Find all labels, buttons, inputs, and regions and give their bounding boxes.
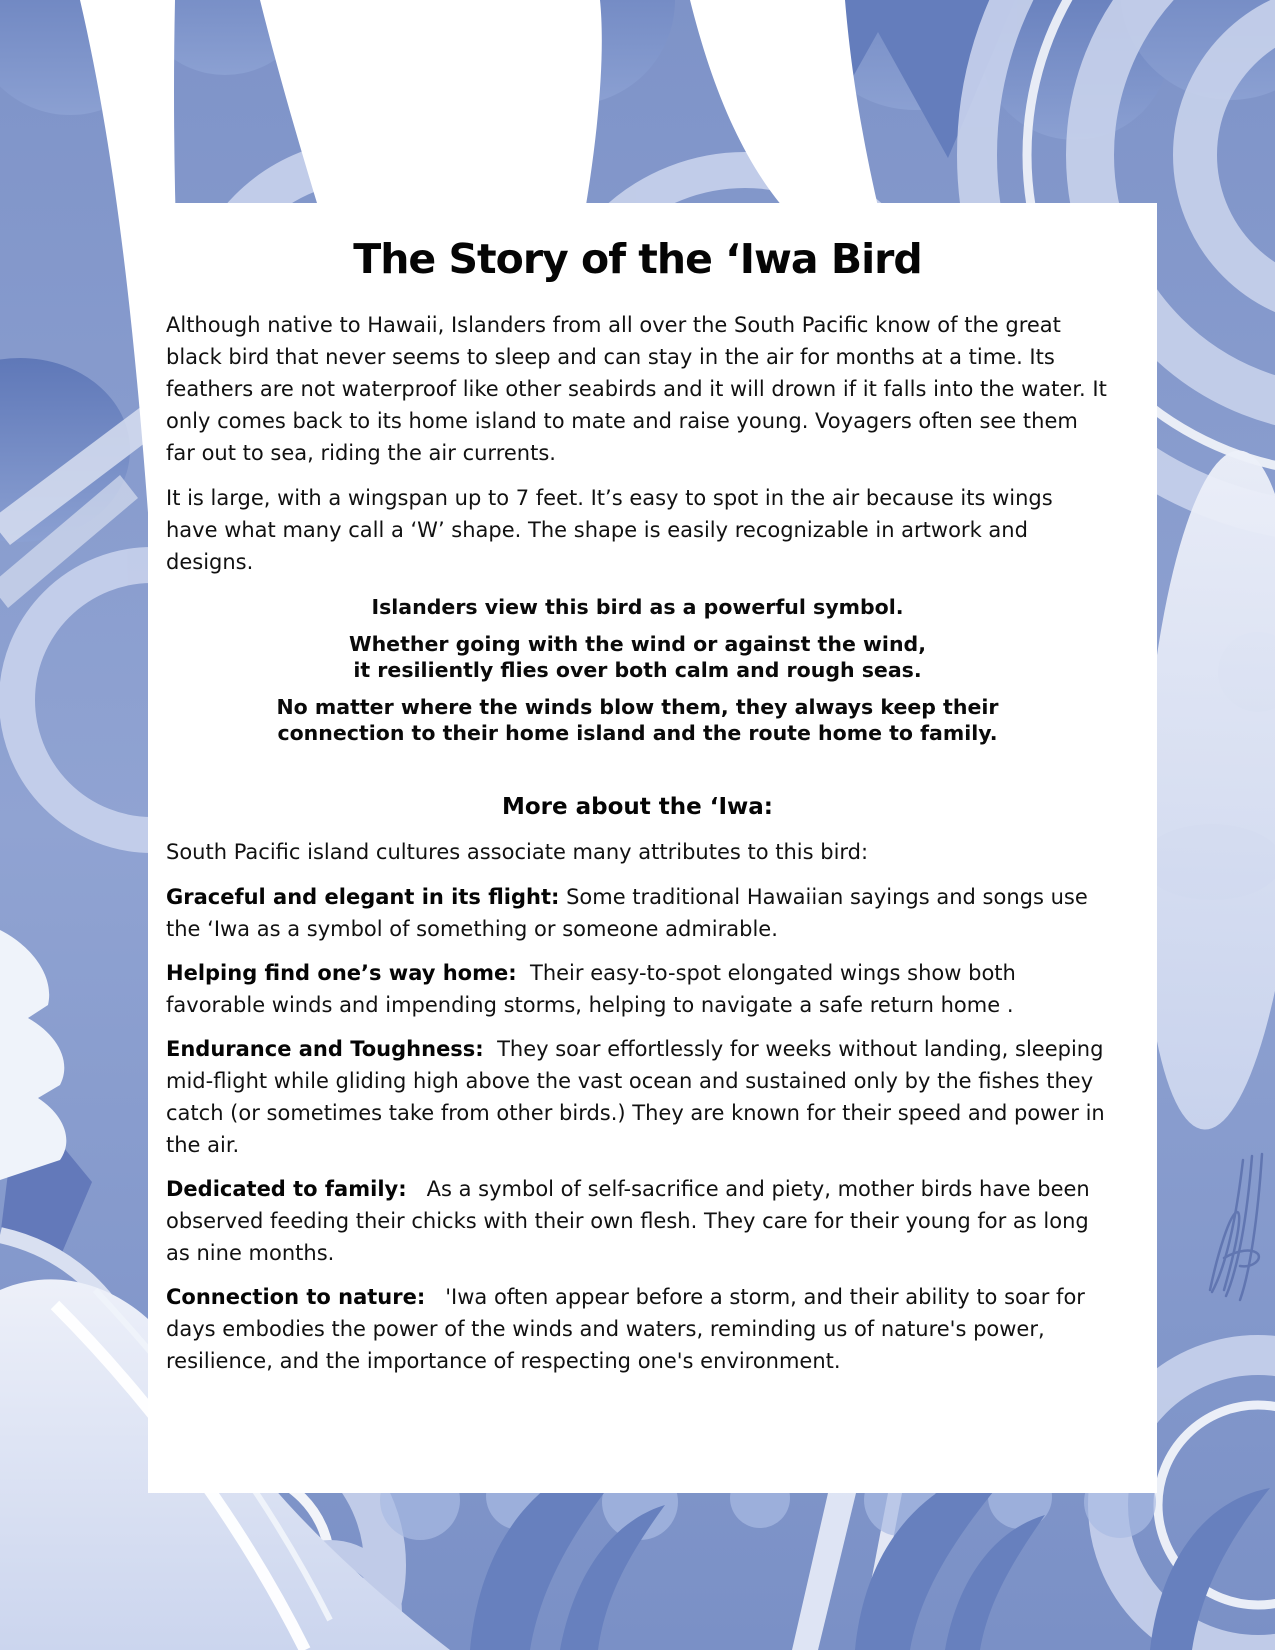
page-title: The Story of the ‘Iwa Bird: [353, 235, 922, 283]
attribute-text: As a symbol of self-sacrifice and piety, mother birds have been observed feeding their chicks with their own flesh. They care for their young for as long as nine months.: [166, 1177, 1097, 1265]
section-intro: South Pacific island cultures associate many attributes to this bird:: [166, 840, 869, 864]
section-heading: More about the ‘Iwa:: [501, 794, 774, 820]
intro-paragraph-1: Although native to Hawaii, Islanders from all over the South Pacific know of the great black bird that never seems to sleep and can stay in the air for months at a time. Its feathers are not waterproof like other seabirds and it will drown if it falls into the water. It only comes back to its home island to mate and raise young. Voyagers often see them far out to sea, riding the air currents.: [166, 313, 1107, 465]
emphasis-section: [166, 594, 1109, 746]
attribute-text: Their easy-to-spot elongated wings show both favorable winds and impending storms, helping to navigate a safe return home .: [166, 961, 1023, 1017]
attribute-paragraph-wayfinding: [166, 957, 1109, 1021]
emphasis-line: Whether going with the wind or against the wind,: [348, 632, 927, 656]
emphasis-line: it resiliently flies over both calm and rough seas.: [353, 658, 922, 682]
attribute-label: Graceful and elegant in its flight:: [166, 885, 560, 909]
attribute-text: 'Iwa often appear before a storm, and their ability to soar for days embodies the power of the winds and waters, reminding us of nature's power, resilience, and the importance of respecting one's environment.: [166, 1285, 1092, 1373]
content-card: [148, 203, 1157, 1493]
attribute-paragraph-endurance: [166, 1033, 1112, 1161]
emphasis-line: Islanders view this bird as a powerful symbol.: [371, 595, 904, 619]
attribute-paragraph-graceful: [166, 881, 1109, 945]
attribute-paragraph-nature: [166, 1281, 1109, 1377]
attribute-label: Dedicated to family:: [166, 1177, 407, 1201]
attribute-paragraph-family: [166, 1173, 1109, 1269]
attribute-label: Helping find one’s way home:: [166, 961, 517, 985]
attribute-label: Endurance and Toughness:: [166, 1037, 484, 1061]
attribute-text: They soar effortlessly for weeks without landing, sleeping mid-flight while gliding high above the vast ocean and sustained only by the fishes they catch (or sometimes take from other birds.) They are known for their speed and power in the air.: [166, 1037, 1112, 1157]
emphasis-block-2: [166, 631, 1109, 683]
emphasis-block-1: [166, 594, 1109, 620]
emphasis-block-3: [166, 694, 1109, 746]
attribute-label: Connection to nature:: [166, 1285, 426, 1309]
attribute-text: Some traditional Hawaiian sayings and songs use the ‘Iwa as a symbol of something or someone admirable.: [166, 885, 1095, 941]
intro-paragraph-2: It is large, with a wingspan up to 7 feet. It’s easy to spot in the air because its wings have what many call a ‘W’ shape. The shape is easily recognizable in artwork and designs.: [166, 486, 1053, 574]
emphasis-line: No matter where the winds blow them, they always keep their: [276, 695, 999, 719]
emphasis-line: connection to their home island and the route home to family.: [277, 721, 998, 745]
